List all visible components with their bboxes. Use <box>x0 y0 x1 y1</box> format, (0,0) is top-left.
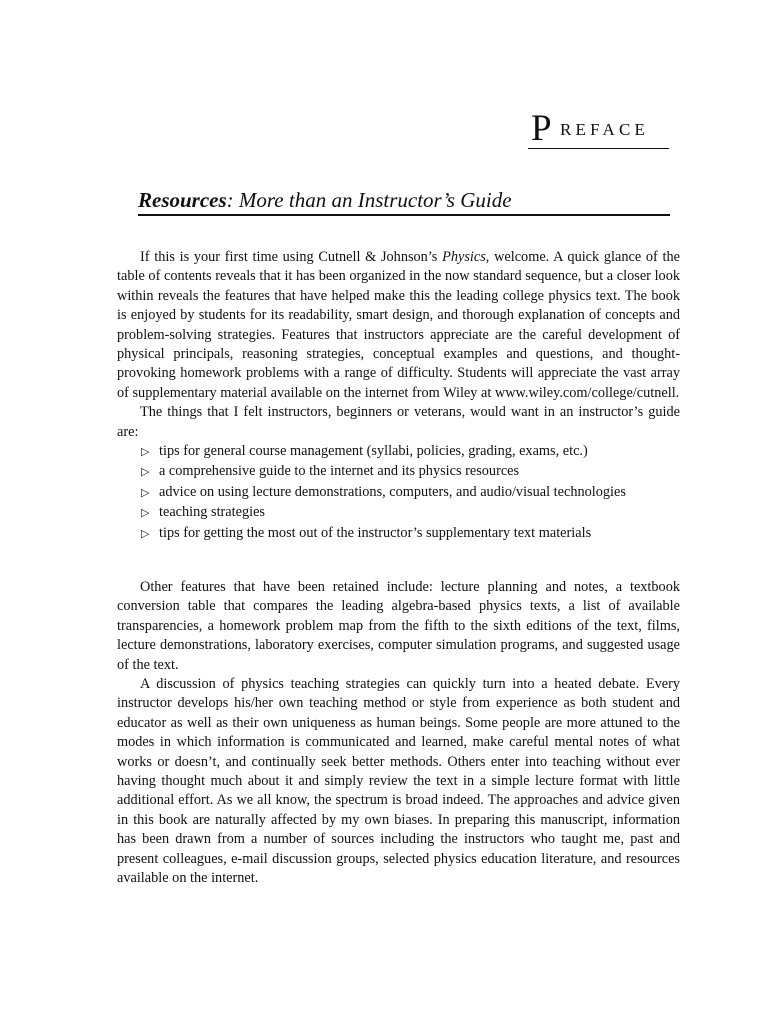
list-item <box>141 524 680 544</box>
list-item <box>141 442 680 462</box>
heading-bold: Resources <box>138 188 227 212</box>
list-item <box>141 483 680 503</box>
list-item-text: teaching strategies <box>159 504 265 521</box>
list-item-text: tips for general course management (syllabi, policies, grading, exams, etc.) <box>159 443 588 460</box>
intro-paragraph-2: The things that I felt instructors, beginners or veterans, would want in an instructor’s guide are: <box>117 404 680 440</box>
intro-block <box>117 248 680 544</box>
heading-rest: : More than an Instructor’s Guide <box>226 188 512 212</box>
list-item-text: a comprehensive guide to the internet and its physics resources <box>159 463 520 480</box>
preface-rest: REFACE <box>560 120 650 139</box>
triangle-bullet-icon: ▷ <box>141 527 150 540</box>
p1-text-b: , welcome. A quick glance of the table of contents reveals that it has been organized in the now standard sequence, but a closer look within reveals the features that have helped make this the leading college physics text. The book is enjoyed by students for its readability, smart design, and thorough explanation of concepts and problem-solving strategies. Features that instructors appreciate are the careful development of physical principals, reasoning strategies, conceptual examples and questions, and thought-provoking homework problems with a range of difficulty. Students will appreciate the vast array of supplementary material available on the internet from Wiley at www.wiley.com/college/cutnell. <box>117 249 680 401</box>
list-item <box>141 503 680 523</box>
p1-italic-physics: Physics <box>442 249 486 265</box>
features-block <box>117 578 680 889</box>
p1-text-a: If this is your first time using Cutnell & Johnson’s <box>140 249 443 265</box>
list-item-text: tips for getting the most out of the instructor’s supplementary text materials <box>159 524 592 541</box>
triangle-bullet-icon: ▷ <box>141 446 150 459</box>
triangle-bullet-icon: ▷ <box>141 507 150 520</box>
section-heading <box>138 186 670 216</box>
preface-title <box>528 106 669 149</box>
list-item <box>141 462 680 482</box>
preface-initial: P <box>531 108 552 149</box>
intro-paragraph-1 <box>117 248 680 403</box>
guide-list <box>117 442 680 544</box>
features-paragraph: Other features that have been retained include: lecture planning and notes, a textbook conversion table that compares the leading algebra-based physics texts, a list of available transparencies, a homework problem map from the fifth to the sixth editions of the text, films, lecture demonstrations, laboratory exercises, computer simulation programs, and suggested usage of the text. <box>117 579 680 673</box>
triangle-bullet-icon: ▷ <box>141 486 150 499</box>
list-item-text: advice on using lecture demonstrations, computers, and audio/visual technologies <box>159 483 626 500</box>
triangle-bullet-icon: ▷ <box>141 466 150 479</box>
strategies-paragraph: A discussion of physics teaching strategies can quickly turn into a heated debate. Every instructor develops his/her own teaching method or style from experience as both student and educator as well as their own uniqueness as human beings. Some people are more attuned to the modes in which information is communicated and learned, make careful mental notes of what works or doesn’t, and continually seek better methods. Others enter into teaching without ever having thought much about it and simply review the text in a simple lecture format with little additional effort. As we all know, the spectrum is broad indeed. The approaches and advice given in this book are naturally affected by my own biases. In preparing this manuscript, information has been drawn from a number of sources including the instructors who taught me, past and present colleagues, e-mail discussion groups, selected physics education literature, and resources available on the internet. <box>117 676 680 887</box>
